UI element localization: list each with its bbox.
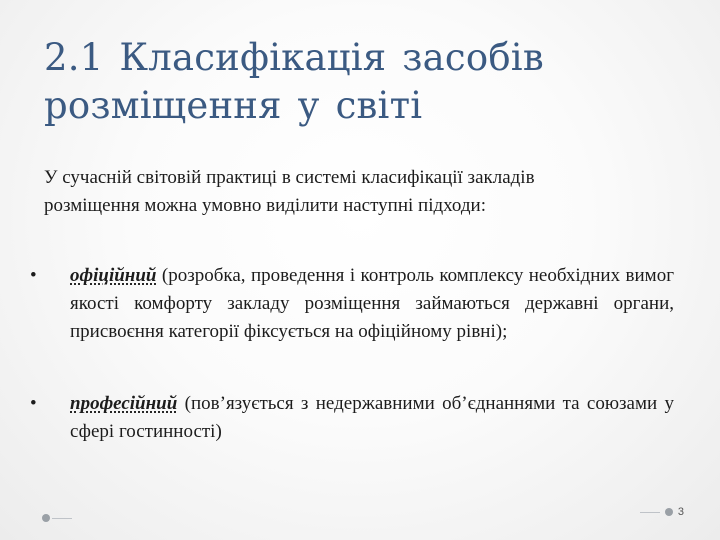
bullet-term-official: офіційний xyxy=(70,265,157,286)
footer-dot-icon xyxy=(42,514,50,522)
bullet-official xyxy=(30,262,674,346)
footer-divider xyxy=(52,518,72,519)
slide-title-line-2: розміщення у світі xyxy=(44,84,423,127)
bullet-marker: • xyxy=(30,265,37,286)
bullet-text-professional: (пов’язується з недержавними об’єднаннями та союзами у сфері гостинності) xyxy=(70,393,674,442)
page-number: 3 xyxy=(677,506,684,518)
intro-line-1: У сучасній світовій практиці в системі класифікації закладів xyxy=(44,167,535,188)
bullet-text-official: (розробка, проведення і контроль комплексу необхідних вимог якості комфорту закладу розміщення займаються державні органи, присвоєння категорії фіксується на офіційному рівні); xyxy=(70,265,674,342)
bullet-term-professional: професійний xyxy=(70,393,178,414)
bullet-marker: • xyxy=(30,393,37,414)
footer-right-decoration xyxy=(640,506,684,518)
intro-line-2: розміщення можна умовно виділити наступні підходи: xyxy=(44,195,486,216)
intro-paragraph xyxy=(44,164,684,220)
footer-divider xyxy=(640,512,660,513)
slide-title xyxy=(44,34,684,130)
bullet-professional xyxy=(30,390,674,446)
footer-dot-icon xyxy=(665,508,673,516)
footer-left-decoration xyxy=(40,514,72,522)
bullet-list xyxy=(30,262,674,446)
slide-title-line-1: 2.1 Класифікація засобів xyxy=(44,36,544,79)
